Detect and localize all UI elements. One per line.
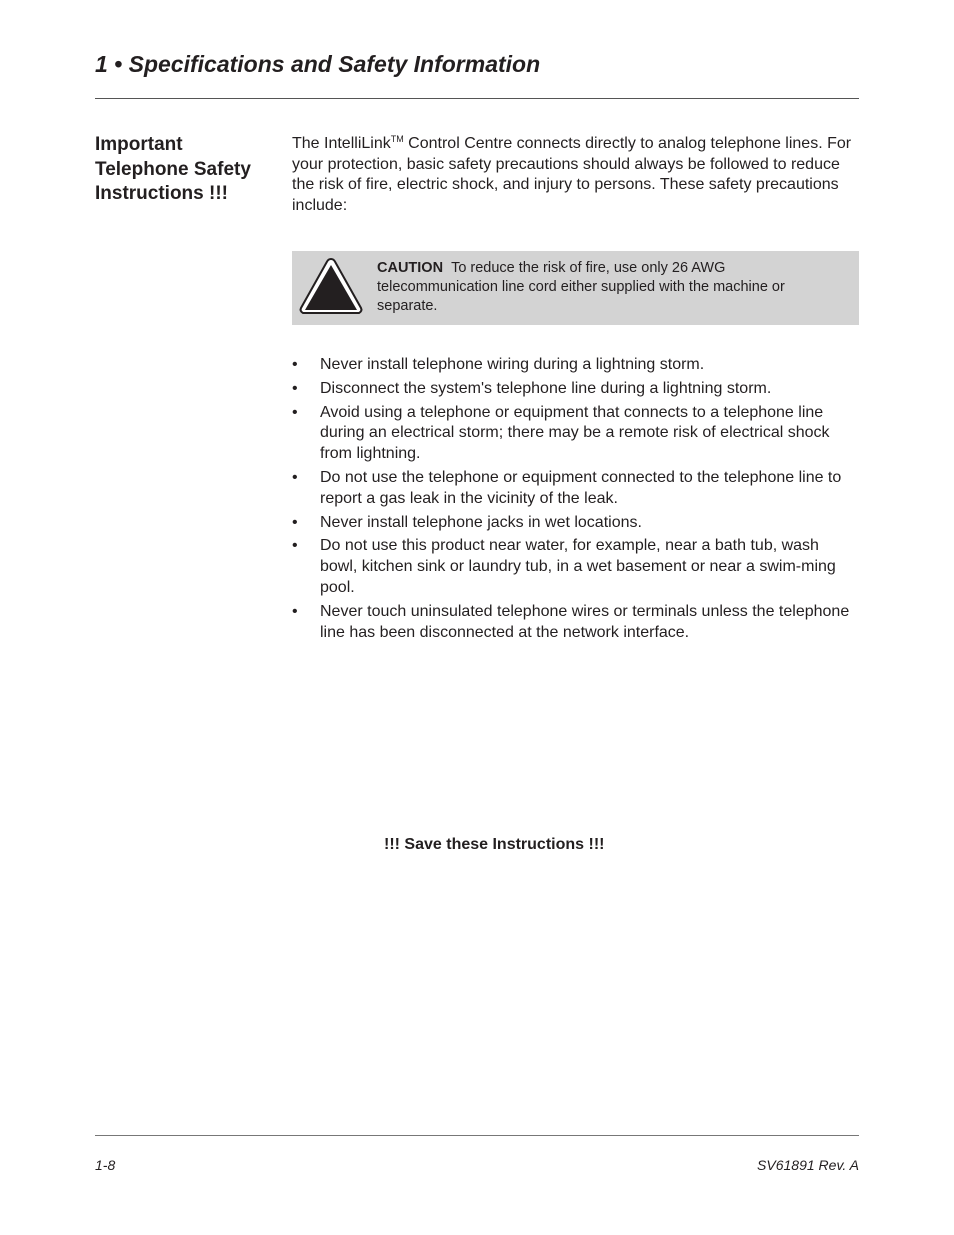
bullet-mark: •	[292, 468, 298, 486]
caution-box	[292, 251, 859, 325]
caution-text	[377, 259, 847, 317]
intro-paragraph	[292, 134, 854, 216]
header-rule	[95, 98, 859, 99]
bullet-mark: •	[292, 602, 298, 620]
list-item-text: Never install telephone wiring during a lightning storm.	[320, 356, 705, 373]
save-instructions-note: !!! Save these Instructions !!!	[384, 836, 605, 853]
intro-text-rest: Control Centre connects directly to analog telephone lines. For your protection, basic safety precautions should always be followed to reduce the risk of fire, electric shock, and injury to persons. These safety precautions include:	[292, 135, 852, 214]
list-item-text: Do not use this product near water, for example, near a bath tub, wash bowl, kitchen sink or laundry tub, in a wet basement or near a swim-ming pool.	[320, 537, 836, 596]
list-item	[292, 513, 859, 534]
list-item-text: Never install telephone jacks in wet locations.	[320, 513, 642, 531]
list-item-text: Avoid using a telephone or equipment that connects to a telephone line during an electrical storm; there may be a remote risk of electrical shock from lightning.	[320, 403, 830, 463]
list-item-text: Never touch uninsulated telephone wires or terminals unless the telephone line has been disconnected at the network interface.	[320, 602, 850, 641]
section-heading: Important Telephone Safety Instructions !!!	[95, 134, 251, 204]
caution-label: CAUTION	[377, 260, 444, 276]
safety-precautions-list	[292, 355, 859, 646]
list-item	[292, 403, 859, 465]
list-item	[292, 602, 859, 644]
list-item	[292, 379, 859, 400]
list-item	[292, 468, 859, 510]
bullet-mark: •	[292, 379, 298, 397]
footer-rule	[95, 1135, 859, 1136]
bullet-mark: •	[292, 356, 298, 373]
list-item	[292, 536, 859, 598]
warning-triangle-icon	[298, 256, 364, 316]
bullet-mark: •	[292, 513, 298, 531]
caution-message: To reduce the risk of fire, use only 26 AWG telecommunication line cord either supplied with the machine or separate.	[377, 260, 785, 315]
page-number: 1-8	[95, 1157, 116, 1173]
intro-text-start: The IntelliLink	[292, 135, 391, 152]
list-item-text: Disconnect the system's telephone line during a lightning storm.	[320, 379, 772, 397]
list-item-text: Do not use the telephone or equipment connected to the telephone line to report a gas leak in the vicinity of the leak.	[320, 468, 842, 507]
chapter-title: 1 • Specifications and Safety Information	[95, 51, 541, 77]
list-item	[292, 355, 859, 376]
bullet-mark: •	[292, 403, 298, 421]
trademark-mark: TM	[390, 134, 404, 144]
document-revision: SV61891 Rev. A	[757, 1157, 859, 1173]
bullet-mark: •	[292, 537, 298, 555]
